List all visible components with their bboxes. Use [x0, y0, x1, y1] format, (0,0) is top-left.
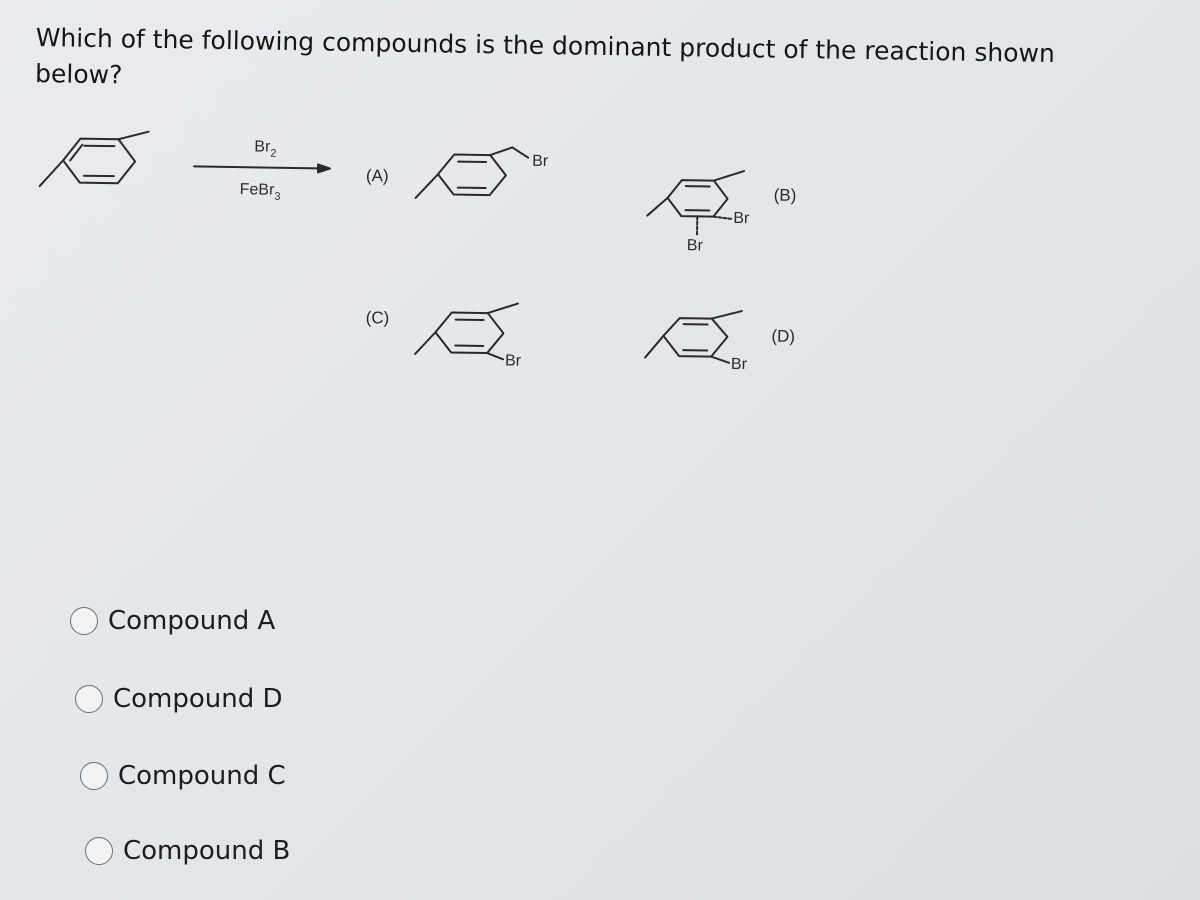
option-compound-b[interactable] — [85, 836, 290, 866]
question-line-2: below? — [34, 58, 123, 90]
option-label-compound-b: Compound B — [123, 836, 291, 866]
radio-compound-d[interactable] — [75, 685, 103, 713]
option-label-compound-a: Compound A — [108, 606, 276, 636]
reagent-catalyst: FeBr$_3$ — [239, 181, 281, 203]
compound-c-label: (C) — [365, 308, 390, 328]
option-label-compound-d: Compound D — [113, 684, 283, 714]
radio-compound-a[interactable] — [70, 607, 98, 635]
compound-b-br-label-2: Br — [686, 237, 703, 255]
compound-d-br-label: Br — [730, 355, 748, 374]
compound-a-label: (A) — [365, 166, 389, 186]
option-compound-c[interactable] — [80, 761, 286, 791]
radio-compound-c[interactable] — [80, 762, 108, 790]
option-label-compound-c: Compound C — [118, 761, 286, 791]
compound-b-br-label-1: Br — [733, 209, 750, 228]
compound-c-br-label: Br — [504, 352, 522, 370]
question-line-1: Which of the following compounds is the dominant product of the reaction shown — [35, 22, 1056, 69]
compound-a-br-label: Br — [532, 152, 549, 170]
compound-d-label: (D) — [771, 326, 796, 346]
option-compound-a[interactable] — [70, 606, 275, 636]
reagent-bromine: $Br_2$ — [254, 138, 277, 160]
option-compound-d[interactable] — [75, 684, 283, 714]
radio-compound-b[interactable] — [85, 837, 113, 865]
compound-b-label: (B) — [773, 185, 797, 205]
